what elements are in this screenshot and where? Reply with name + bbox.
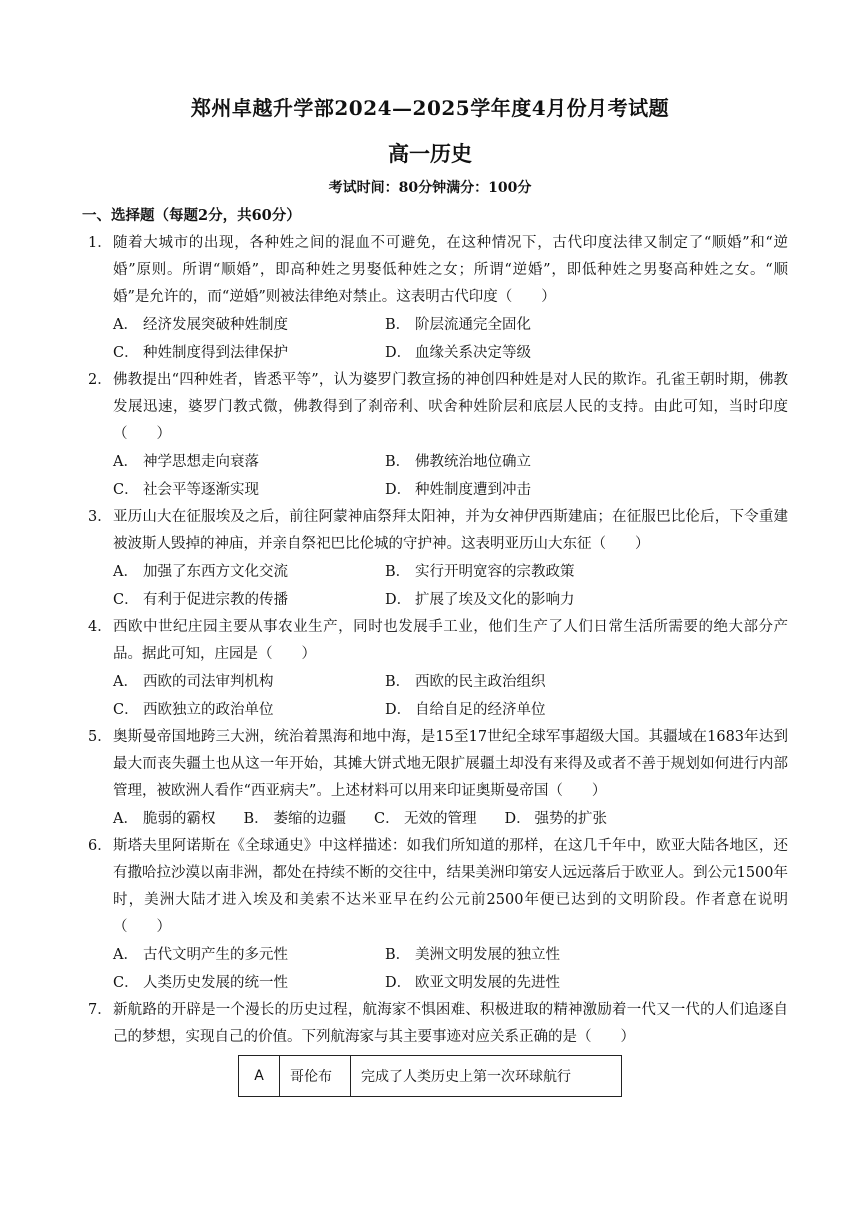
option-c: C． 社会平等逐渐实现 — [113, 482, 259, 498]
option-a: A． 古代文明产生的多元性 — [113, 947, 288, 963]
question-number: 1． — [88, 235, 112, 251]
option-a: A． 神学思想走向衰落 — [113, 454, 259, 470]
option-b: B． 美洲文明发展的独立性 — [385, 947, 560, 963]
navigator-table — [238, 1055, 622, 1097]
question-number: 7． — [88, 1002, 112, 1018]
table-cell-deed: 完成了人类历史上第一次环球航行 — [351, 1056, 622, 1097]
option-b: B． 萎缩的边疆 — [243, 811, 346, 827]
option-b: B． 阶层流通完全固化 — [385, 317, 531, 333]
option-list — [88, 311, 788, 367]
option-c: C． 无效的管理 — [374, 811, 477, 827]
option-b: B． 实行开明宽容的宗教政策 — [385, 564, 575, 580]
table-cell-option: A — [239, 1056, 280, 1097]
option-list — [88, 805, 788, 833]
question-2 — [88, 367, 788, 504]
section-heading: 一、选择题（每题2分，共60分） — [82, 207, 301, 224]
option-list — [88, 448, 788, 504]
option-d: D． 种姓制度遭到冲击 — [385, 482, 531, 498]
option-a: A． 脆弱的霸权 — [113, 811, 216, 827]
question-stem: 奥斯曼帝国地跨三大洲，统治着黑海和地中海，是15至17世纪全球军事超级大国。其疆域在1683年达到最大而丧失疆土也从这一年开始，其摊大饼式地无限扩展疆土却没有来得及或者不善于规划如何进行内部管理，被欧洲人看作“西亚病夫”。上述材料可以用来印证奥斯曼帝国（ ） — [113, 729, 788, 799]
option-c: C． 有利于促进宗教的传播 — [113, 592, 288, 608]
option-b: B． 佛教统治地位确立 — [385, 454, 531, 470]
question-6 — [88, 833, 788, 997]
option-b: B． 西欧的民主政治组织 — [385, 674, 546, 690]
question-list — [88, 230, 788, 1097]
option-d: D． 强势的扩张 — [504, 811, 607, 827]
question-stem: 亚历山大在征服埃及之后，前往阿蒙神庙祭拜太阳神，并为女神伊西斯建庙；在征服巴比伦后，下令重建被波斯人毁掉的神庙，并亲自祭祀巴比伦城的守护神。这表明亚历山大东征（ ） — [113, 509, 788, 552]
question-stem: 斯塔夫里阿诺斯在《全球通史》中这样描述：如我们所知道的那样，在这几千年中，欧亚大陆各地区，还有撒哈拉沙漠以南非洲，都处在持续不断的交往中，结果美洲印第安人远远落后于欧亚人。到公元1500年时，美洲大陆才进入埃及和美索不达米亚早在约公元前2500年便已达到的文明阶段。作者意在说明（ ） — [113, 838, 788, 935]
option-list — [88, 941, 788, 997]
question-1 — [88, 230, 788, 367]
table-row — [239, 1056, 622, 1097]
option-a: A． 西欧的司法审判机构 — [113, 674, 274, 690]
question-number: 3． — [88, 509, 112, 525]
table-cell-navigator: 哥伦布 — [280, 1056, 351, 1097]
question-number: 5． — [88, 729, 112, 745]
subject-title: 高一历史 — [388, 141, 472, 166]
question-stem: 随着大城市的出现，各种姓之间的混血不可避免，在这种情况下，古代印度法律又制定了“顺婚”和“逆婚”原则。所谓“顺婚”，即高种姓之男娶低种姓之女；所谓“逆婚”，即低种姓之男娶高种姓之女。“顺婚”是允许的，而“逆婚”则被法律绝对禁止。这表明古代印度（ ） — [113, 235, 788, 305]
option-a: A． 经济发展突破种姓制度 — [113, 317, 288, 333]
option-c: C． 人类历史发展的统一性 — [113, 975, 288, 991]
option-list — [88, 558, 788, 614]
exam-title: 郑州卓越升学部2024—2025学年度4月份月考试题 — [190, 96, 670, 120]
question-number: 2． — [88, 372, 112, 388]
option-a: A． 加强了东西方文化交流 — [113, 564, 288, 580]
question-7 — [88, 997, 788, 1097]
question-3 — [88, 504, 788, 614]
option-c: C． 种姓制度得到法律保护 — [113, 345, 288, 361]
question-stem: 佛教提出“四种姓者，皆悉平等”，认为婆罗门教宣扬的神创四种姓是对人民的欺诈。孔雀王朝时期，佛教发展迅速，婆罗门教式微，佛教得到了刹帝利、吠舍种姓阶层和底层人民的支持。由此可知，当时印度（ ） — [113, 372, 788, 442]
question-stem: 西欧中世纪庄园主要从事农业生产，同时也发展手工业，他们生产了人们日常生活所需要的绝大部分产品。据此可知，庄园是（ ） — [113, 619, 788, 662]
option-c: C． 西欧独立的政治单位 — [113, 702, 274, 718]
question-stem: 新航路的开辟是一个漫长的历史过程，航海家不惧困难、积极进取的精神激励着一代又一代的人们追逐自己的梦想，实现自己的价值。下列航海家与其主要事迹对应关系正确的是（ ） — [113, 1002, 788, 1045]
option-list — [88, 668, 788, 724]
question-5 — [88, 724, 788, 833]
question-number: 6． — [88, 838, 112, 854]
exam-info: 考试时间：80分钟满分：100分 — [328, 180, 532, 196]
question-number: 4． — [88, 619, 112, 635]
option-d: D． 自给自足的经济单位 — [385, 702, 546, 718]
option-d: D． 欧亚文明发展的先进性 — [385, 975, 560, 991]
option-d: D． 扩展了埃及文化的影响力 — [385, 592, 575, 608]
question-4 — [88, 614, 788, 724]
option-d: D． 血缘关系决定等级 — [385, 345, 531, 361]
